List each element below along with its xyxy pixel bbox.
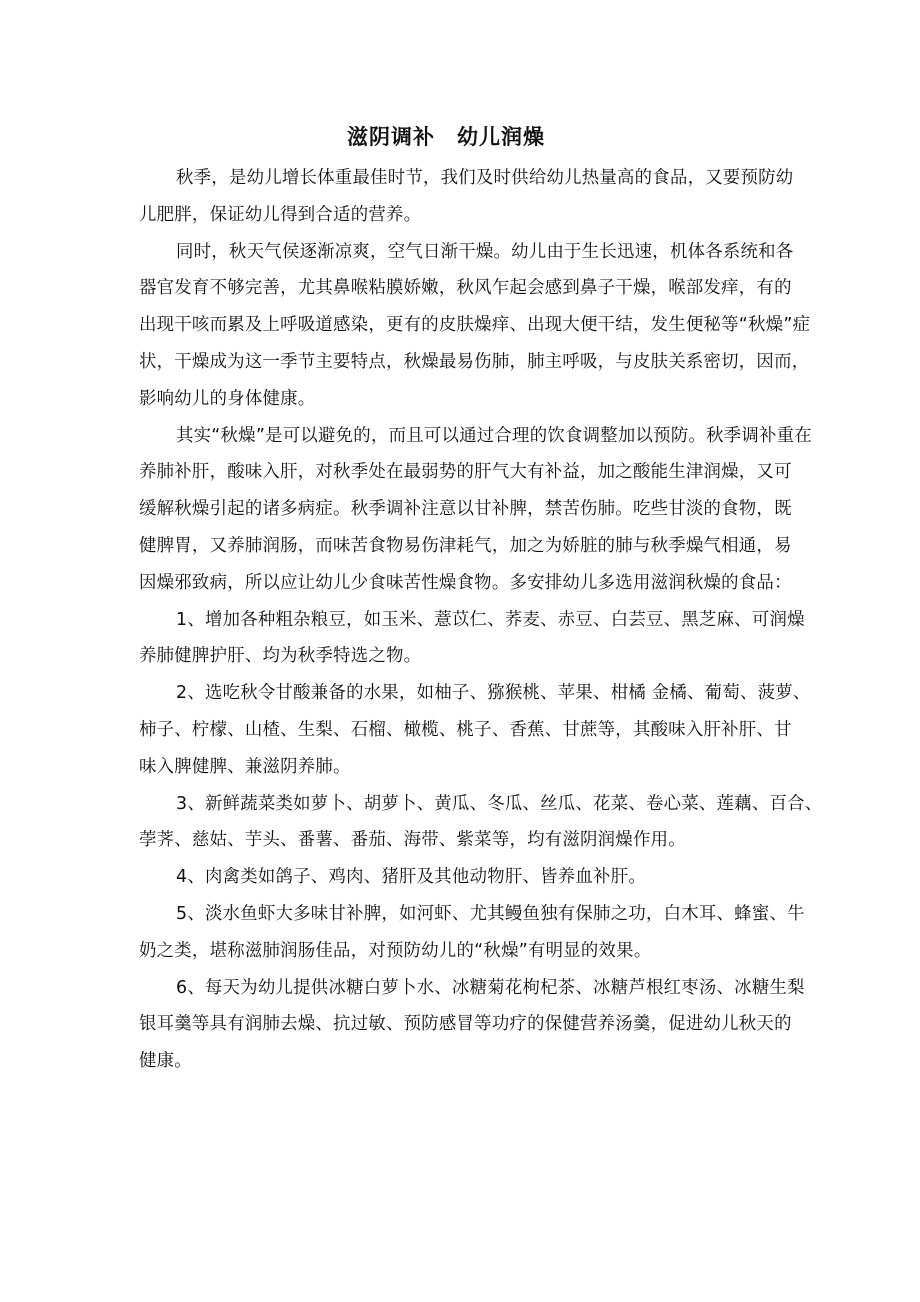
paragraph-line: 状，干燥成为这一季节主要特点，秋燥最易伤肺，肺主呼吸，与皮肤关系密切，因而，	[139, 351, 810, 372]
paragraph-line: 因燥邪致病，所以应让幼儿少食味苦性燥食物。多安排幼儿多选用滋润秋燥的食品：	[139, 572, 792, 593]
paragraph	[139, 418, 849, 602]
paragraph	[139, 160, 849, 234]
paragraph-line: 健康。	[139, 1051, 192, 1072]
paragraph	[139, 970, 849, 1080]
paragraph-line: 银耳羹等具有润肺去燥、抗过敏、预防感冒等功疗的保健营养汤羹，促进幼儿秋天的	[139, 1014, 792, 1035]
paragraph-first-line: 同时，秋天气侯逐渐凉爽，空气日渐干燥。幼儿由于生长迅速，机体各系统和各	[176, 241, 794, 262]
paragraph-first-line: 4、肉禽类如鸽子、鸡肉、猪肝及其他动物肝、皆养血补肝。	[176, 867, 646, 888]
document-body	[139, 160, 849, 1080]
paragraph-line: 奶之类，堪称滋肺润肠佳品，对预防幼儿的“秋燥”有明显的效果。	[139, 940, 652, 961]
paragraph	[139, 675, 849, 785]
paragraph-line: 缓解秋燥引起的诸多病症。秋季调补注意以甘补脾，禁苦伤肺。吃些甘淡的食物，既	[139, 499, 792, 520]
paragraph-first-line: 1、增加各种粗杂粮豆，如玉米、薏苡仁、荞麦、赤豆、白芸豆、黑芝麻、可润燥	[176, 609, 805, 630]
paragraph-line: 养肺补肝，酸味入肝，对秋季处在最弱势的肝气大有补益，加之酸能生津润燥，又可	[139, 462, 792, 483]
paragraph-line: 养肺健脾护肝、均为秋季特选之物。	[139, 646, 422, 667]
paragraph-line: 荸荠、慈姑、芋头、番薯、番茄、海带、紫菜等，均有滋阴润燥作用。	[139, 830, 686, 851]
paragraph-first-line: 其实“秋燥”是可以避免的，而且可以通过合理的饮食调整加以预防。秋季调补重在	[176, 425, 812, 446]
paragraph-first-line: 5、淡水鱼虾大多味甘补脾，如河虾、尤其鳗鱼独有保肺之功，白木耳、蜂蜜、牛	[176, 903, 805, 924]
document-title: 滋阴调补 幼儿润燥	[347, 125, 545, 149]
paragraph-line: 影响幼儿的身体健康。	[139, 388, 316, 409]
paragraph-first-line: 6、每天为幼儿提供冰糖白萝卜水、冰糖菊花枸杞茶、冰糖芦根红枣汤、冰糖生梨	[176, 977, 805, 998]
paragraph-first-line: 秋季，是幼儿增长体重最佳时节，我们及时供给幼儿热量高的食品，又要预防幼	[176, 168, 794, 188]
paragraph-line: 出现干咳而累及上呼吸道感染，更有的皮肤燥痒、出现大便干结，发生便秘等“秋燥”症	[139, 315, 811, 336]
paragraph-line: 器官发育不够完善，尤其鼻喉粘膜娇嫩，秋风乍起会感到鼻子干燥，喉部发痒，有的	[139, 278, 792, 299]
paragraph-first-line: 3、新鲜蔬菜类如萝卜、胡萝卜、黄瓜、冬瓜、丝瓜、花菜、卷心菜、莲藕、百合、	[176, 793, 823, 814]
paragraph	[139, 786, 849, 860]
paragraph	[139, 859, 849, 896]
paragraph-line: 儿肥胖，保证幼儿得到合适的营养。	[139, 204, 422, 225]
paragraph-line: 柿子、柠檬、山楂、生梨、石榴、橄榄、桃子、香蕉、甘蔗等，其酸味入肝补肝、甘	[139, 719, 792, 740]
paragraph-line: 健脾胃，又养肺润肠，而味苦食物易伤津耗气，加之为娇脏的肺与秋季燥气相通，易	[139, 535, 792, 556]
paragraph-first-line: 2、选吃秋令甘酸兼备的水果，如柚子、猕猴桃、苹果、柑橘 金橘、葡萄、菠萝、	[176, 683, 811, 704]
paragraph	[139, 896, 849, 970]
paragraph	[139, 234, 849, 418]
paragraph	[139, 602, 849, 676]
paragraph-line: 味入脾健脾、兼滋阴养肺。	[139, 756, 351, 777]
